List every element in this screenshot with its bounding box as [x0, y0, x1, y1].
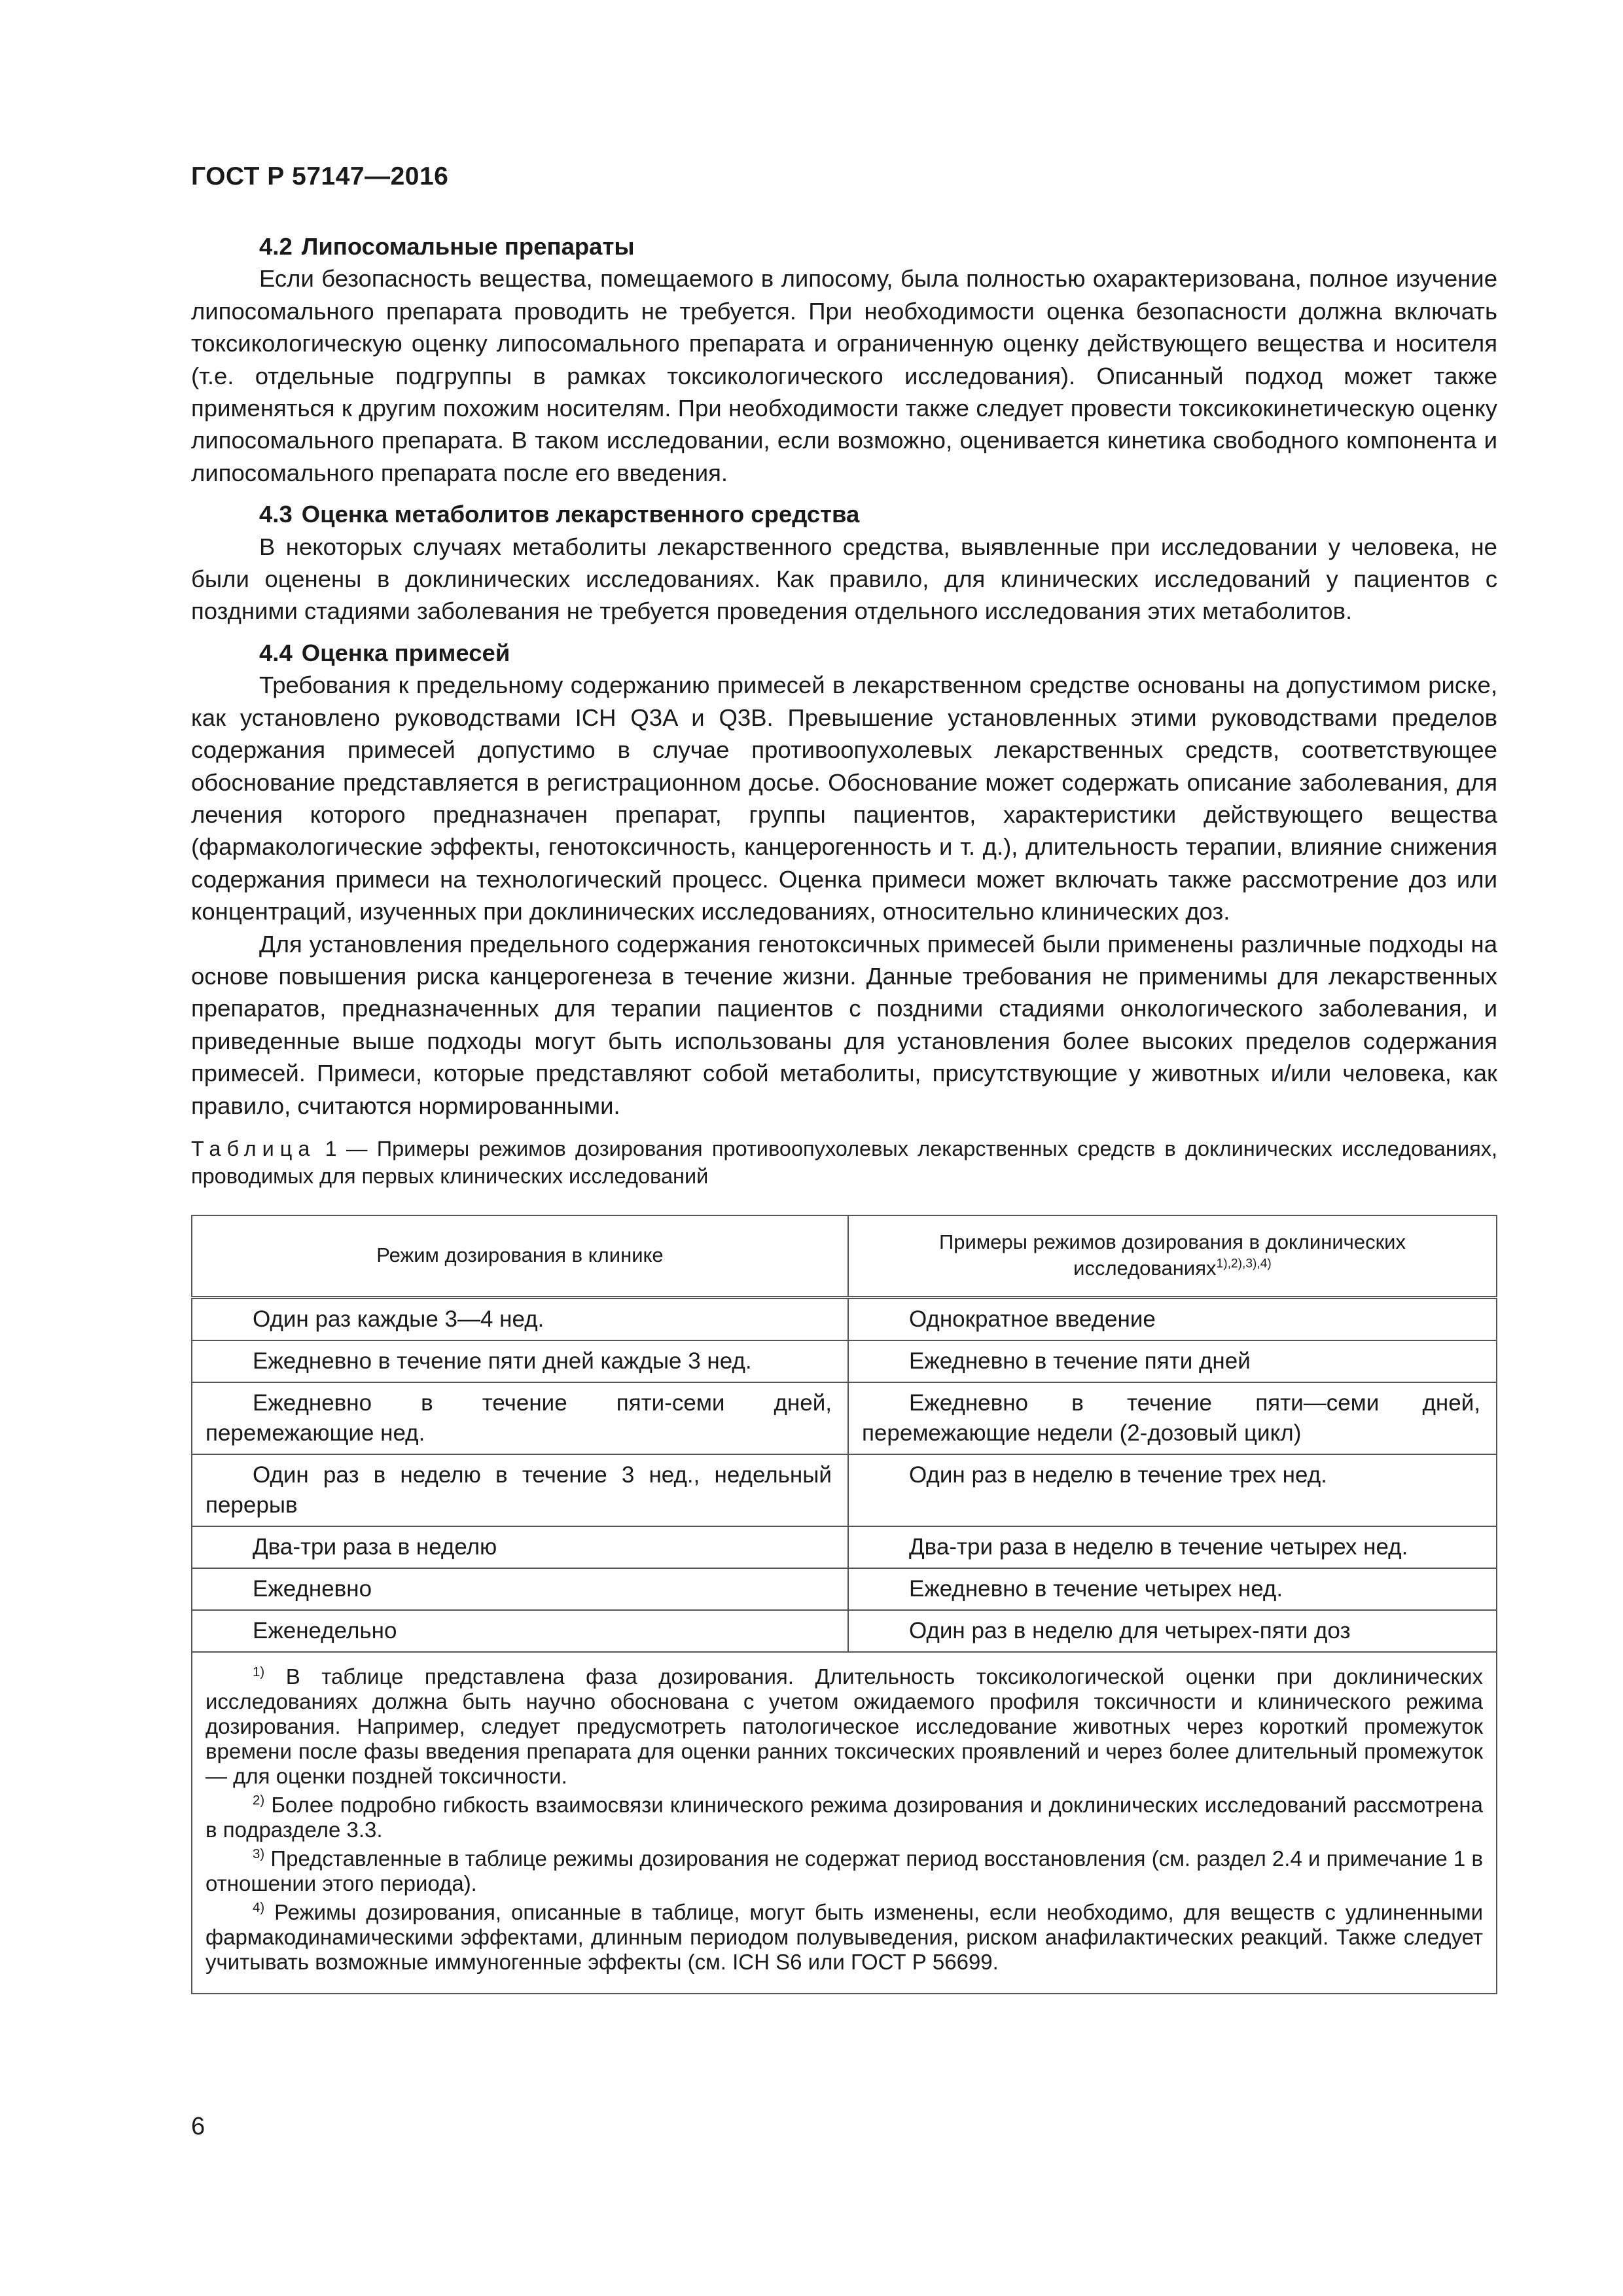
table-cell-preclinical: Два-три раза в неделю в течение четырех нед. — [848, 1526, 1497, 1568]
note-marker: 1) — [253, 1664, 265, 1679]
section-number: 4.4 — [259, 639, 293, 666]
section-title-4-2 — [191, 230, 1497, 262]
table-row — [192, 1340, 1497, 1382]
note-marker: 4) — [253, 1899, 265, 1915]
table-cell-preclinical: Ежедневно в течение пяти—семи дней, перемежающие недели (2-дозовый цикл) — [848, 1382, 1497, 1454]
table-cell-preclinical: Однократное введение — [848, 1297, 1497, 1340]
table-cell-clinic: Ежедневно в течение пяти-семи дней, перемежающие нед. — [192, 1382, 848, 1454]
section-title-text: Липосомальные препараты — [301, 233, 635, 260]
paragraph: Для установления предельного содержания генотоксичных примесей были применены различные подходы на основе повышения риска канцерогенеза в течение жизни. Данные требования не применимы для лекарственных препаратов, предназначенных для терапии пациентов с поздними стадиями онкологического заболевания, и приведенные выше подходы могут быть использованы для установления более высоких пределов содержания примесей. Примеси, которые представляют собой метаболиты, присутствующие у животных и/или человека, как правило, считаются нормированными. — [191, 930, 1497, 1119]
table-cell-clinic: Один раз каждые 3—4 нед. — [192, 1297, 848, 1340]
section-title-4-4 — [191, 637, 1497, 669]
table-notes — [192, 1652, 1497, 1994]
table-note — [205, 1664, 1483, 1789]
note-marker: 3) — [253, 1846, 265, 1861]
table-header-clinic: Режим дозирования в клинике — [192, 1215, 848, 1298]
table-row — [192, 1297, 1497, 1340]
table-notes-row — [192, 1652, 1497, 1994]
paragraph: Требования к предельному содержанию примесей в лекарственном средстве основаны на допустимом риске, как установлено руководствами ICH Q3A и Q3B. Превышение установленных этими руководствами пределов содержания примесей допустимо в случае противоопухолевых лекарственных средств, соответствующее обоснование представляется в регистрационном досье. Обоснование может содержать описание заболевания, для лечения которого предназначен препарат, группы пациентов, характеристики действующего вещества (фармакологические эффекты, генотоксичность, канцерогенность и т. д.), длительность терапии, влияние снижения содержания примеси на технологический процесс. Оценка примеси может включать также рассмотрение доз или концентраций, изученных при доклинических исследованиях, относительно клинических доз. — [191, 672, 1497, 925]
note-text: В таблице представлена фаза дозирования. Длительность токсикологической оценки при доклинических исследованиях должна быть научно обоснована с учетом ожидаемого профиля токсичности и клинического режима дозирования. Например, следует предусмотреть патологическое исследование животных через короткий промежуток времени после фазы введения препарата для оценки ранних токсических проявлений и через более длительный промежуток — для оценки поздней токсичности. — [205, 1664, 1483, 1788]
table-cell-clinic: Один раз в неделю в течение 3 нед., недельный перерыв — [192, 1454, 848, 1526]
section-number: 4.3 — [259, 501, 293, 528]
table-caption-text: 1 — Примеры режимов дозирования противоопухолевых лекарственных средств в доклинических исследованиях, проводимых для первых клинических исследований — [191, 1136, 1497, 1188]
table-cell-preclinical: Один раз в неделю в течение трех нед. — [848, 1454, 1497, 1526]
note-text: Более подробно гибкость взаимосвязи клинического режима дозирования и доклинических исследований рассмотрена в подразделе 3.3. — [205, 1792, 1483, 1842]
table-cell-clinic: Еженедельно — [192, 1610, 848, 1652]
table-row — [192, 1526, 1497, 1568]
table-note — [205, 1900, 1483, 1975]
table-header-row — [192, 1215, 1497, 1298]
note-text: Режимы дозирования, описанные в таблице, могут быть изменены, если необходимо, для веществ с удлиненными фармакодинамическими эффектами, длинным периодом полувыведения, риском анафилактических реакций. Также следует учитывать возможные иммуногенные эффекты (см. ICH S6 или ГОСТ Р 56699. — [205, 1899, 1483, 1974]
document-header: ГОСТ Р 57147—2016 — [191, 162, 449, 190]
dosing-table — [191, 1215, 1497, 1994]
table-row — [192, 1568, 1497, 1610]
note-text: Представленные в таблице режимы дозирования не содержат период восстановления (см. раздел 2.4 и примечание 1 в отношении этого периода). — [205, 1846, 1483, 1895]
page-content — [191, 230, 1497, 1994]
section-title-text: Оценка метаболитов лекарственного средства — [301, 501, 860, 528]
table-caption — [191, 1135, 1497, 1190]
table-row — [192, 1454, 1497, 1526]
paragraph: Если безопасность вещества, помещаемого в липосому, была полностью охарактеризована, полное изучение липосомального препарата проводить не требуется. При необходимости оценка безопасности должна включать токсикологическую оценку липосомального препарата и ограниченную оценку действующего вещества и носителя (т.е. отдельные подгруппы в рамках токсикологического исследования). Описанный подход может также применяться к другим похожим носителям. При необходимости также следует провести токсикокинетическую оценку липосомального препарата. В таком исследовании, если возможно, оценивается кинетика свободного компонента и липосомального препарата после его введения. — [191, 265, 1497, 486]
table-cell-preclinical: Ежедневно в течение пяти дней — [848, 1340, 1497, 1382]
table-row — [192, 1610, 1497, 1652]
table-header-preclinical — [848, 1215, 1497, 1298]
table-note — [205, 1846, 1483, 1896]
table-cell-clinic: Два-три раза в неделю — [192, 1526, 848, 1568]
page-number: 6 — [191, 2113, 205, 2140]
note-marker: 2) — [253, 1792, 265, 1808]
table-cell-preclinical: Ежедневно в течение четырех нед. — [848, 1568, 1497, 1610]
table-cell-preclinical: Один раз в неделю для четырех-пяти доз — [848, 1610, 1497, 1652]
section-title-4-3 — [191, 498, 1497, 530]
table-cell-clinic: Ежедневно — [192, 1568, 848, 1610]
section-number: 4.2 — [259, 233, 293, 260]
section-title-text: Оценка примесей — [301, 639, 510, 666]
table-header-footnote-markers: 1),2),3),4) — [1216, 1257, 1272, 1271]
table-header-preclinical-text: Примеры режимов дозирования в доклинических исследованиях — [938, 1230, 1406, 1280]
table-cell-clinic: Ежедневно в течение пяти дней каждые 3 нед. — [192, 1340, 848, 1382]
table-caption-label: Таблица — [191, 1136, 316, 1160]
paragraph: В некоторых случаях метаболиты лекарственного средства, выявленные при исследовании у человека, не были оценены в доклинических исследованиях. Как правило, для клинических исследований у пациентов с поздними стадиями заболевания не требуется проведения отдельного исследования этих метаболитов. — [191, 533, 1497, 625]
table-note — [205, 1793, 1483, 1842]
table-row — [192, 1382, 1497, 1454]
